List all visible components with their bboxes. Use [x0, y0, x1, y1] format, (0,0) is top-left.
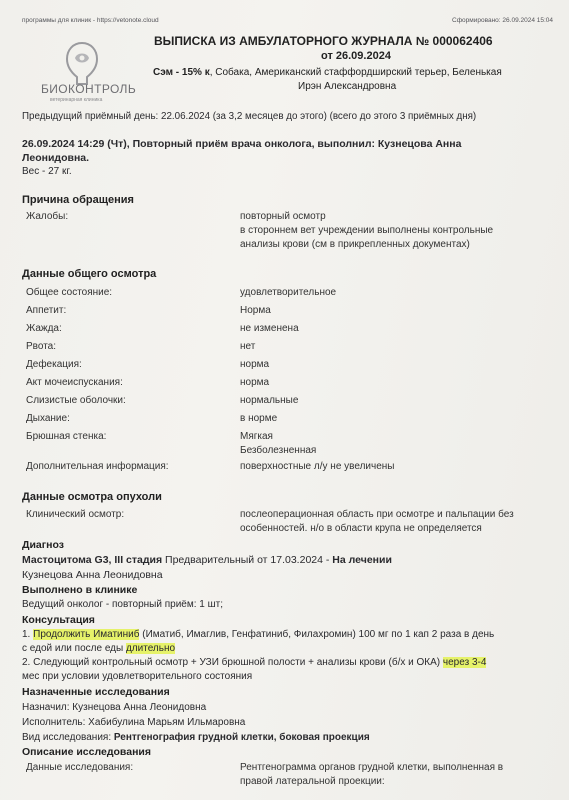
patient-line [153, 67, 502, 78]
consult-text: с едой или после еды [22, 643, 126, 654]
exam-value: в норме [240, 413, 278, 424]
tumor-value: особенностей. н/о в области крупа не определяется [240, 523, 482, 534]
previous-visit: Предыдущий приёмный день: 22.06.2024 (за 3,2 месяцев до этого) (всего до этого 3 приёмных дня) [22, 111, 477, 122]
consult-num: 1. [22, 629, 34, 640]
diagnosis-line [22, 554, 392, 566]
patient-name: Сэм - 15% к [153, 67, 210, 78]
diagnosis-prelim: Предварительный от 17.03.2024 - [162, 554, 333, 566]
section-diagnosis: Диагноз [22, 539, 64, 551]
studies-type-label: Вид исследования: [22, 732, 114, 743]
studies-type [22, 732, 370, 743]
section-done: Выполнено в клинике [22, 584, 138, 596]
consult-highlight: длительно [125, 643, 176, 654]
consult-line-4: мес при условии удовлетворительного состояния [22, 671, 253, 682]
section-tumor: Данные осмотра опухоли [22, 491, 162, 503]
consult-line-2 [22, 643, 175, 654]
description-value: Рентгенограмма органов грудной клетки, выполненная в [240, 762, 504, 773]
section-reason: Причина обращения [22, 194, 134, 206]
document-title: ВЫПИСКА ИЗ АМБУЛАТОРНОГО ЖУРНАЛА № 000062406 [154, 34, 493, 48]
exam-value: Мягкая [240, 431, 273, 442]
document-date: от 26.09.2024 [321, 50, 391, 62]
section-exam: Данные общего осмотра [22, 268, 157, 280]
description-value: правой латеральной проекции: [240, 776, 385, 787]
tumor-label: Клинический осмотр: [26, 509, 125, 520]
studies-executor: Исполнитель: Хабибулина Марьям Ильмаровна [22, 717, 246, 728]
tumor-value: послеоперационная область при осмотре и пальпации без [240, 509, 514, 520]
exam-label: Дефекация: [26, 359, 82, 370]
section-description: Описание исследования [22, 746, 151, 758]
topbar-source: программы для клиник - https://vetonote.cloud [22, 17, 159, 24]
exam-label: Слизистые оболочки: [26, 395, 126, 406]
complaints-value: повторный осмотр [240, 211, 326, 222]
studies-assigned: Назначил: Кузнецова Анна Леонидовна [22, 702, 207, 713]
exam-label: Дополнительная информация: [26, 461, 169, 472]
exam-label: Акт мочеиспускания: [26, 377, 123, 388]
exam-label: Дыхание: [26, 413, 70, 424]
consult-highlight: через 3-4 [442, 657, 487, 668]
diagnosis-doctor: Кузнецова Анна Леонидовна [22, 569, 163, 581]
exam-value: Норма [240, 305, 271, 316]
visit-heading-2: Леонидовна. [22, 152, 90, 164]
exam-value: норма [240, 377, 270, 388]
consult-highlight: Продолжить Иматиниб [33, 629, 140, 640]
logo-tagline: ветеринарная клиника [50, 97, 103, 103]
complaints-value: в стороннем вет учреждении выполнены контрольные [240, 225, 494, 236]
topbar-generated: Сформировано: 26.09.2024 15:04 [452, 17, 554, 24]
patient-details: , Собака, Американский стаффордширский терьер, Беленькая [209, 67, 502, 78]
diagnosis-status: На лечении [332, 554, 392, 566]
done-item: Ведущий онколог - повторный приём: 1 шт; [22, 599, 223, 610]
exam-value: поверхностные л/у не увеличены [240, 461, 395, 472]
exam-label: Жажда: [26, 323, 62, 334]
owner-name: Ирэн Александровна [298, 81, 397, 92]
logo-name: БИОКОНТРОЛЬ [41, 82, 137, 96]
exam-value: удовлетворительное [240, 287, 337, 298]
weight: Вес - 27 кг. [22, 166, 72, 177]
complaints-label: Жалобы: [26, 211, 69, 222]
exam-value: нормальные [240, 395, 299, 406]
studies-type-value: Рентгенография грудной клетки, боковая проекция [113, 732, 370, 743]
consult-text: (Иматиб, Имаглив, Генфатиниб, Филахромин) 100 мг по 1 кап 2 раза в день [139, 629, 495, 640]
exam-value: норма [240, 359, 270, 370]
section-consult: Консультация [22, 614, 95, 626]
section-studies: Назначенные исследования [22, 686, 170, 698]
exam-label: Брюшная стенка: [26, 431, 107, 442]
logo-icon [55, 40, 109, 86]
consult-line-1 [22, 629, 494, 640]
consult-line-3 [22, 657, 486, 668]
exam-label: Аппетит: [26, 305, 67, 316]
exam-value: Безболезненная [240, 445, 317, 456]
exam-value: не изменена [240, 323, 299, 334]
exam-label: Общее состояние: [26, 287, 113, 298]
visit-heading-1: 26.09.2024 14:29 (Чт), Повторный приём врача онколога, выполнил: Кузнецова Анна [22, 138, 462, 150]
description-label: Данные исследования: [26, 762, 134, 773]
consult-text: 2. Следующий контрольный осмотр + УЗИ брюшной полости + анализы крови (б/х и ОКА) [22, 657, 443, 668]
complaints-value: анализы крови (см в прикрепленных документах) [240, 239, 470, 250]
exam-label: Рвота: [26, 341, 57, 352]
exam-value: нет [240, 341, 256, 352]
diagnosis-name: Мастоцитома G3, III стадия [22, 554, 163, 566]
